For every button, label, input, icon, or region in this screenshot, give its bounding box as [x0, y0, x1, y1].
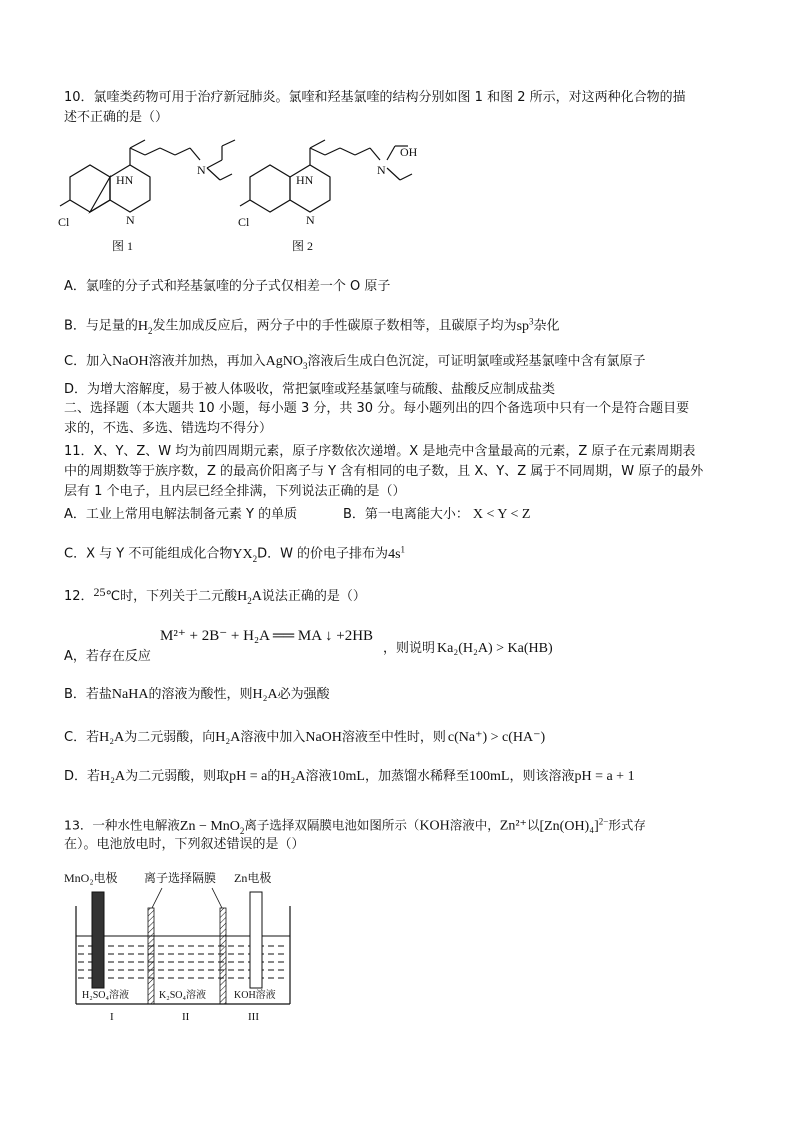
- q11-option-a: A．工业上常用电解法制备元素 Y 的单质: [64, 507, 298, 522]
- q12-option-b: B．若盐NaHA的溶液为酸性，则H₂A必为强酸: [64, 687, 330, 702]
- chloroquine-n-label: N: [197, 163, 206, 177]
- figure1-caption: 图 1: [112, 239, 134, 253]
- hcq-cl-label: Cl: [238, 215, 250, 229]
- q11-option-cd: C．X 与 Y 不可能组成化合物$YX_2D$．W 的价电子排布为$4s^1$: [64, 544, 406, 564]
- zn-electrode: [250, 892, 262, 988]
- q13-battery-diagram: [62, 866, 312, 1026]
- q11-option-b: B．第一电离能大小： X < Y < Z: [343, 507, 531, 522]
- q13-stem-line2: 在）。电池放电时，下列叙述错误的是（）: [64, 837, 305, 852]
- q10-option-d: D．为增大溶解度，易于被人体吸收，常把氯喹或羟基氯喹与硫酸、盐酸反应制成盐类: [64, 382, 556, 397]
- q11-stem-line3: 层有 1 个电子，且内层已经全排满，下列说法正确的是（）: [64, 484, 406, 499]
- hcq-n-label: N: [377, 163, 386, 177]
- membrane-right: [220, 908, 226, 1004]
- region-1-label: I: [110, 1011, 114, 1023]
- hcq-nh-label: HN: [296, 173, 314, 187]
- chloroquine-nh-label: HN: [116, 173, 134, 187]
- solution-1-label: H₂SO₄溶液: [82, 990, 129, 1001]
- q11-stem-line2: 中的周期数等于族序数，Z 的最高价阳离子与 Y 含有相同的电子数，且 X、Y、Z 属于不同周期，W 原子的最外: [64, 464, 704, 479]
- q10-stem-line1: 10．氯喹类药物可用于治疗新冠肺炎。氯喹和羟基氯喹的结构分别如图 1 和图 2 所示，对这两种化合物的描: [64, 90, 686, 105]
- q12-stem: 12．25℃时，下列关于二元酸$H_2A$说法正确的是（）: [64, 585, 366, 606]
- section2-line2: 求的，不选、多选、错选均不得分）: [64, 421, 273, 436]
- section2-line1: 二、选择题（本大题共 10 小题，每小题 3 分，共 30 分。每小题列出的四个备选项中只有一个是符合题目要: [64, 401, 690, 416]
- hydroxychloroquine-structure: [240, 140, 412, 212]
- q10-figures: [60, 140, 420, 260]
- chloroquine-cl-label: Cl: [58, 215, 70, 229]
- solution-2-label: K₂SO₄溶液: [159, 990, 206, 1001]
- q10-option-b: B．与足量的$H_2$发生加成反应后，两分子中的手性碳原子数相等，且碳原子均为$sp^3$杂化: [64, 316, 560, 336]
- q10-stem-line2: 述不正确的是（）: [64, 110, 169, 125]
- hcq-oh-label: OH: [400, 145, 418, 159]
- chloroquine-structure: [60, 140, 235, 212]
- chloroquine-ring-n-label: N: [126, 213, 135, 227]
- q10-option-c: C．加入NaOH溶液并加热，再加入AgNO$_3$溶液后生成白色沉淀，可证明氯喹或羟基氯喹中含有氯原子: [64, 354, 646, 371]
- zn-electrode-label: Zn电极: [234, 871, 272, 885]
- membrane-left: [148, 908, 154, 1004]
- q10-option-a: A．氯喹的分子式和羟基氯喹的分子式仅相差一个 O 原子: [64, 279, 391, 294]
- mno2-electrode-label: MnO₂电极: [64, 871, 118, 885]
- figure2-caption: 图 2: [292, 239, 314, 253]
- hcq-ring-n-label: N: [306, 213, 315, 227]
- mno2-electrode: [92, 892, 104, 988]
- q12-option-a-conclusion: ，则说明 Ka₂(H₂A) > Ka(HB): [383, 641, 553, 656]
- solution-3-label: KOH溶液: [234, 990, 276, 1001]
- q12-option-a: A，若存在反应: [64, 649, 151, 664]
- q13-stem-line1: 13．一种水性电解液Zn − MnO$_2$离子选择双隔膜电池如图所示（KOH溶液中，Zn²⁺以$[Zn(OH)_4]^{2-}$形式存: [64, 816, 646, 836]
- q12-option-d: D．若H₂A为二元弱酸，则取pH = a的H₂A溶液10mL，加蒸馏水稀释至100mL，则该溶液pH = a + 1: [64, 769, 635, 784]
- q12-option-c: C．若H₂A为二元弱酸，向H₂A溶液中加入NaOH溶液至中性时，则 c(Na⁺) > c(HA⁻): [64, 730, 546, 745]
- region-2-label: II: [182, 1011, 190, 1023]
- q11-stem-line1: 11．X、Y、Z、W 均为前四周期元素，原子序数依次递增。X 是地壳中含量最高的元素，Z 原子在元素周期表: [64, 444, 696, 459]
- region-3-label: III: [248, 1011, 259, 1023]
- membrane-label: 离子选择隔膜: [144, 871, 217, 885]
- q12-reaction-equation: M²⁺ + 2B⁻ + H₂A ══ MA ↓ +2HB: [160, 628, 374, 644]
